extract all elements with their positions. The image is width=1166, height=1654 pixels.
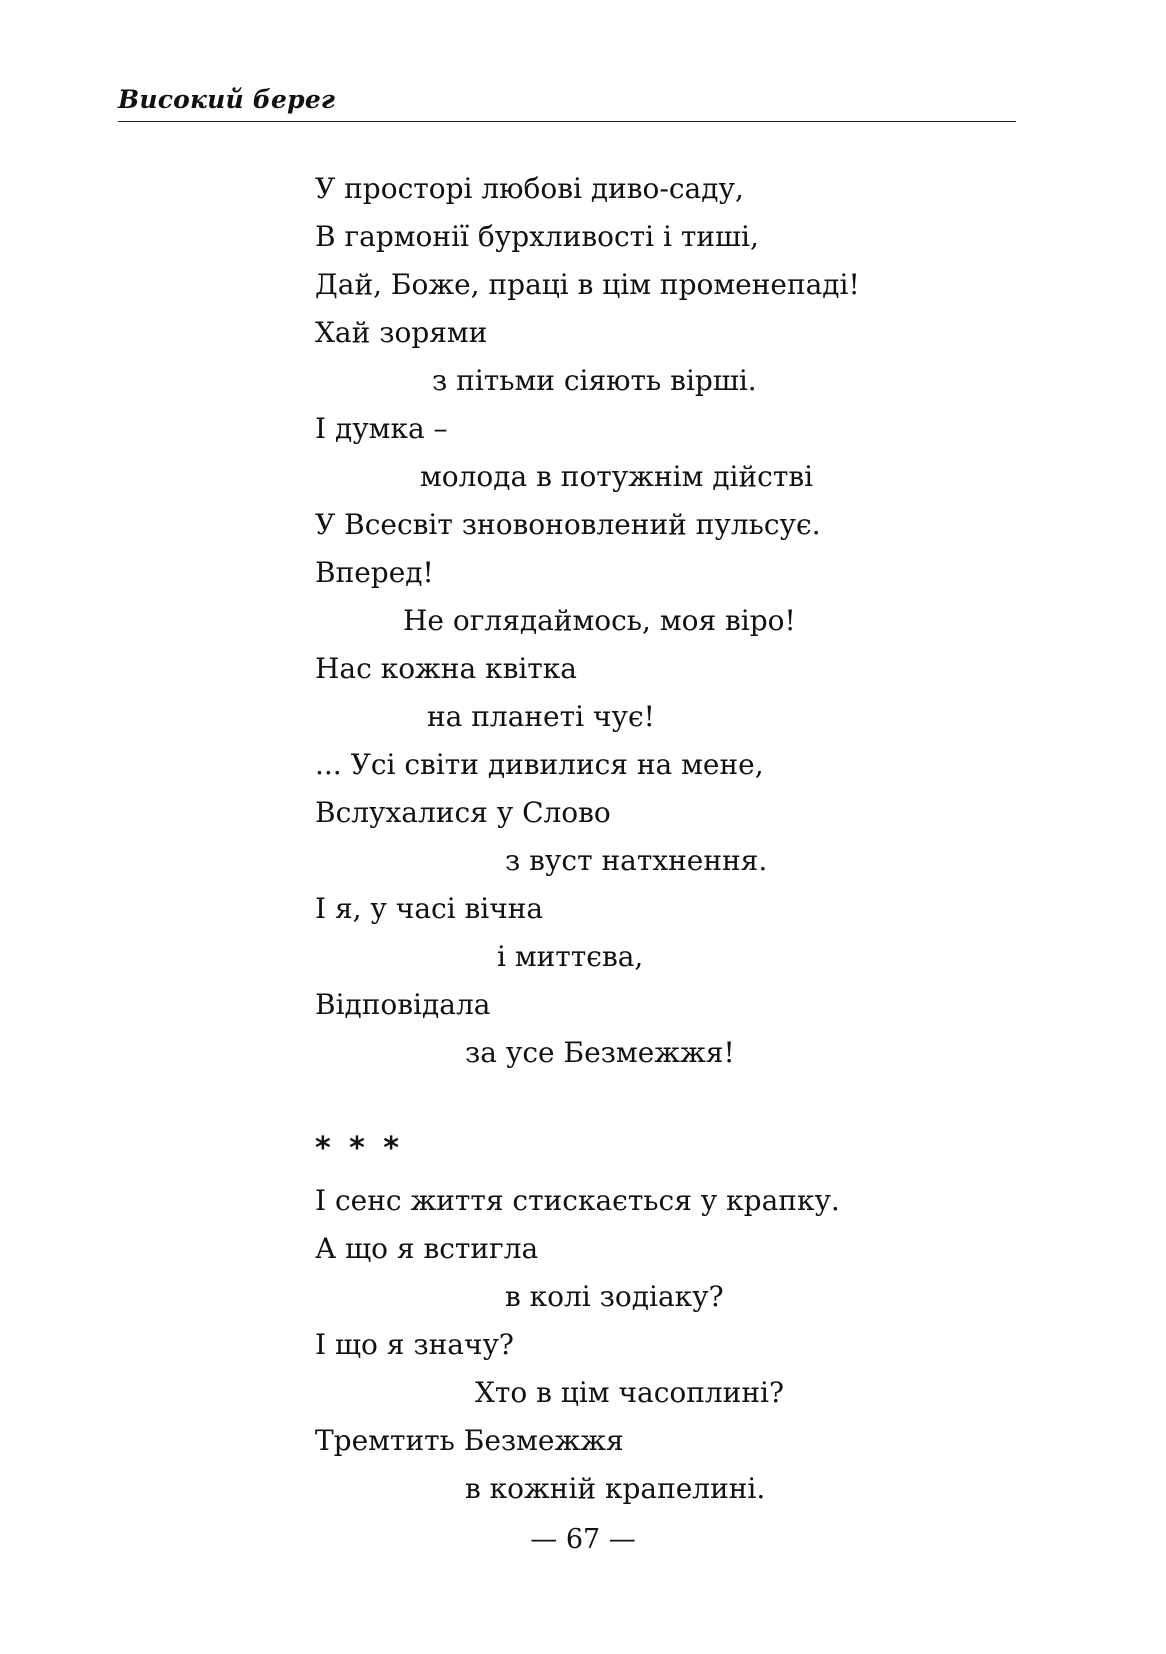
poem-line: Відповідала <box>315 988 491 1021</box>
poem-1 <box>315 165 1035 1077</box>
poem-line: з пітьми сіяють вірші. <box>432 364 757 397</box>
poem-line: Дай, Боже, праці в цім променепаді! <box>315 268 860 301</box>
poem-line: Вперед! <box>315 556 434 589</box>
poem-line: В гармонії бурхливості і тиші, <box>315 220 759 253</box>
poem-line: ... Усі світи дивилися на мене, <box>315 748 764 781</box>
poem-line: У просторі любові диво-саду, <box>315 172 744 205</box>
poem-line: Тремтить Безмежжя <box>315 1424 624 1457</box>
poem-line: з вуст натхнення. <box>505 844 768 877</box>
stanza-separator: * * * <box>315 1131 403 1166</box>
page-number: — 67 — <box>530 1524 636 1555</box>
poem-line: Нас кожна квітка <box>315 652 577 685</box>
running-header <box>118 82 1018 118</box>
poem-line: в кожній крапелині. <box>465 1472 766 1505</box>
poem-line: А що я встигла <box>315 1232 539 1265</box>
poem-line: Хай зорями <box>315 316 488 349</box>
poem-line: І сенс життя стискається у крапку. <box>315 1184 840 1217</box>
poem-line: Хто в цім часоплині? <box>475 1376 784 1409</box>
poem-line: І що я значу? <box>315 1328 514 1361</box>
poem-line: на планеті чує! <box>427 700 655 733</box>
poem-line: Не оглядаймось, моя віро! <box>403 604 796 637</box>
poem-line: І думка – <box>315 412 448 445</box>
poem-line: за усе Безмежжя! <box>465 1036 735 1069</box>
poem-body <box>315 165 1035 1513</box>
poem-line: молода в потужнім дійстві <box>420 460 814 493</box>
book-title: Високий берег <box>118 85 336 114</box>
poem-line: І я, у часі вічна <box>315 892 544 925</box>
poem-line: У Всесвіт зновоновлений пульсує. <box>315 508 821 541</box>
poem-line: і миттєва, <box>497 940 644 973</box>
header-divider <box>118 121 1016 122</box>
poem-line: Вслухалися у Слово <box>315 796 611 829</box>
poem-line: в колі зодіаку? <box>505 1280 724 1313</box>
poem-2 <box>315 1177 1035 1513</box>
